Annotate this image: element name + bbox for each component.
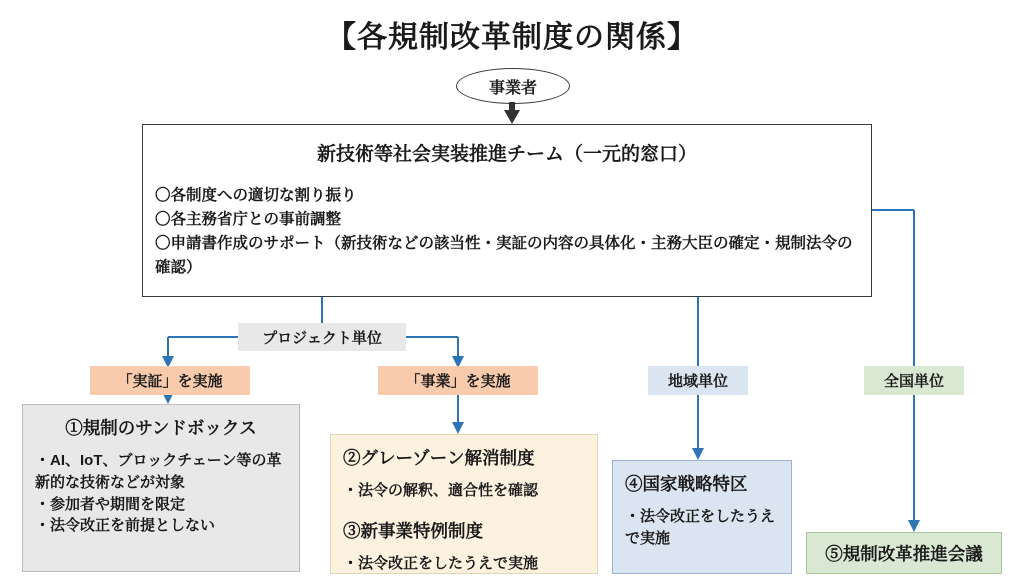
box-tokurei-title: ③新事業特例制度	[343, 520, 483, 541]
box-tokku	[612, 460, 792, 574]
box-sandbox-line: ・AI、IoT、ブロックチェーン等の革新的な技術などが対象	[35, 452, 282, 491]
page-title: 【各規制改革制度の関係】	[326, 21, 698, 54]
arrow-operator-to-team	[504, 102, 520, 124]
box-sandbox-line: ・参加者や期間を限定	[35, 495, 186, 513]
tag-proof: 「実証」を実施	[90, 366, 250, 395]
team-bullet: 〇申請書作成のサポート（新技術などの該当性・実証の内容の具体化・主務大臣の確定・規制法令の確認）	[155, 235, 853, 277]
box-council-title: ⑤規制改革推進会議	[825, 543, 983, 564]
arrow-team-to-nation	[872, 210, 914, 366]
arrow-region-to-tokku	[692, 395, 704, 460]
arrow-business-to-grayzone	[452, 395, 464, 434]
box-grayzone-title: ②グレーゾーン解消制度	[343, 448, 535, 468]
team-bullet: 〇各主務省庁との事前調整	[155, 211, 342, 229]
arrow-nation-to-council	[908, 395, 920, 532]
team-box-bullets	[155, 184, 859, 280]
box-grayzone-line: ・法令の解釈、適合性を確認	[343, 482, 539, 499]
box-sandbox-title: ①規制のサンドボックス	[65, 418, 257, 438]
box-sandbox	[22, 404, 300, 572]
team-box-title: 新技術等社会実装推進チーム（一元的窓口）	[316, 144, 697, 165]
box-tokku-line: ・法令改正をしたうえで実施	[625, 508, 776, 547]
box-tokurei-line: ・法令改正をしたうえで実施	[343, 554, 539, 572]
operator-node	[456, 68, 570, 104]
operator-label: 事業者	[488, 79, 537, 97]
box-grayzone-and-tokurei	[330, 434, 598, 574]
tag-nation-unit: 全国単位	[864, 366, 964, 395]
tag-business: 「事業」を実施	[378, 366, 538, 395]
box-tokku-title: ④国家戦略特区	[625, 474, 748, 494]
tag-region-unit: 地域単位	[648, 366, 748, 395]
box-council	[806, 532, 1002, 574]
team-box	[142, 124, 872, 297]
box-sandbox-line: ・法令改正を前提としない	[35, 517, 216, 535]
tag-project-unit: プロジェクト単位	[238, 323, 406, 351]
team-bullet: 〇各制度への適切な割り振り	[155, 187, 357, 204]
